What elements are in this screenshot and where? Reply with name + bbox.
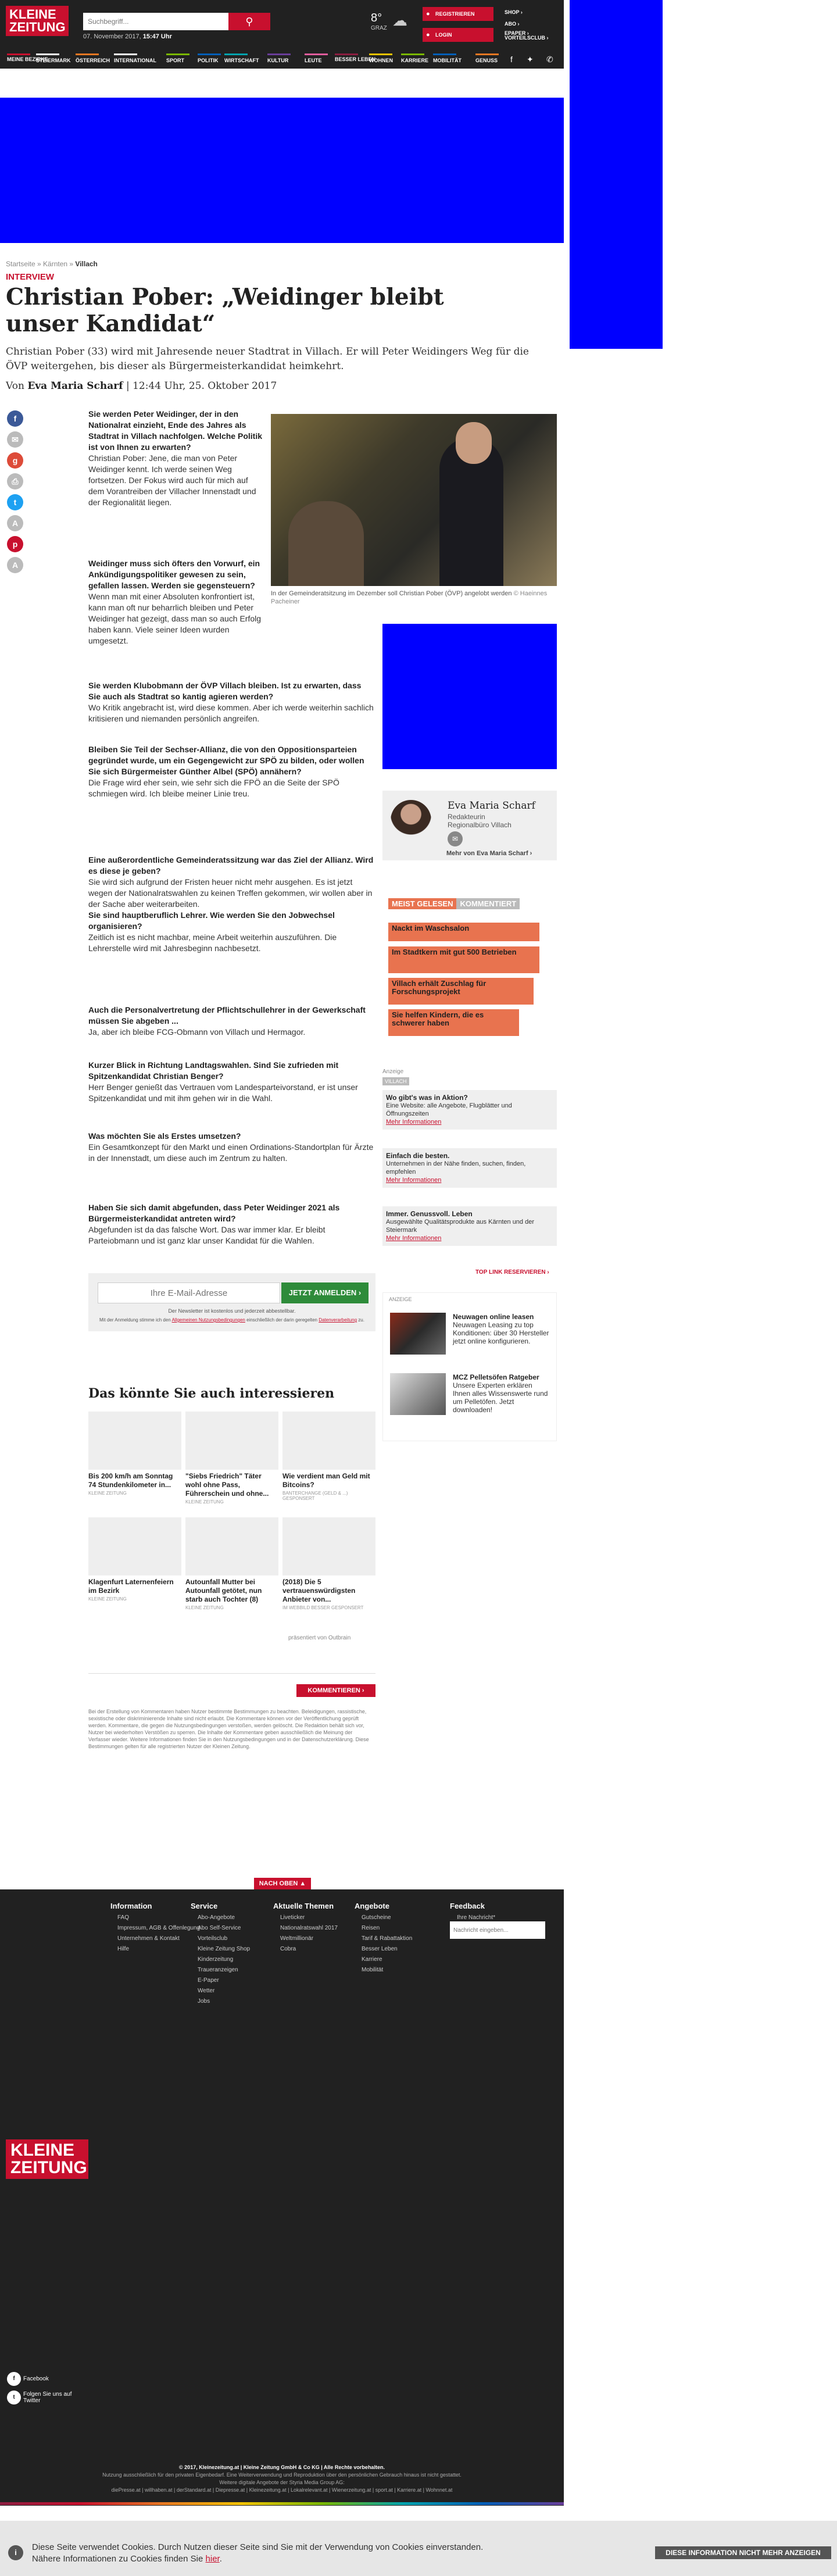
- author-avatar[interactable]: [391, 800, 431, 841]
- classified-ad[interactable]: Einfach die besten. Unternehmen in der Nähe finden, suchen, finden, empfehlen Mehr Informationen: [382, 1148, 557, 1188]
- comment-button[interactable]: KOMMENTIEREN ›: [296, 1684, 375, 1697]
- ad-tag: VILLACH: [382, 1077, 409, 1085]
- interview-question: Sie werden Peter Weidinger, der in den Nationalrat einzieht, Ende des Jahres als Stadtrat in Villach nachfolgen. Welche Politik ist von Ihnen zu erwarten?: [88, 409, 262, 452]
- nav-color-bar: [369, 53, 392, 55]
- nav-color-bar: [166, 53, 189, 55]
- breadcrumb: Startseite » Kärnten » Villach: [6, 260, 98, 268]
- nav-color-bar: [36, 53, 59, 55]
- email-share-icon[interactable]: ✉: [7, 431, 23, 448]
- author-more-link[interactable]: Mehr von Eva Maria Scharf ›: [446, 850, 532, 857]
- nav-item[interactable]: KARRIERE: [401, 58, 429, 63]
- recommendation-tile[interactable]: Wie verdient man Geld mit Bitcoins? BANTERCHANGE (GELD & ...) GESPONSERT: [282, 1412, 375, 1501]
- interview-question: Kurzer Blick in Richtung Landtagswahlen. Sind Sie zufrieden mit Spitzenkandidat Christian Benger?: [88, 1060, 339, 1081]
- photo-caption: In der Gemeinderatsitzung im Dezember soll Christian Pober (ÖVP) angelobt werden © Haeinnes Pacheiner: [271, 590, 548, 605]
- interview-question: Was möchten Sie als Erstes umsetzen?: [88, 1131, 241, 1141]
- logo-line-2: ZEITUNG: [9, 20, 66, 34]
- footer-column: Aktuelle Themen Liveticker Nationalratswahl 2017 Weltmillionär Cobra: [273, 1901, 338, 1955]
- footer-link[interactable]: Tarif & Rabattaktion: [362, 1935, 413, 1942]
- newsletter-email-input[interactable]: [98, 1282, 280, 1303]
- facebook-icon: f: [7, 2372, 21, 2386]
- recommendation-image[interactable]: [282, 1412, 375, 1470]
- googleplus-share-icon[interactable]: g: [7, 452, 23, 469]
- interview-question: Sie werden Klubobmann der ÖVP Villach bleiben. Ist zu erwarten, dass Sie auch als Stadtrat so kantig agieren werden?: [88, 681, 362, 701]
- nav-item[interactable]: LEUTE: [305, 58, 322, 63]
- most-read-item[interactable]: Im Stadtkern mit gut 500 Betrieben: [388, 946, 539, 973]
- recommendation-image[interactable]: [88, 1517, 181, 1575]
- outbrain-credit[interactable]: präsentiert von Outbrain: [288, 1635, 351, 1641]
- interview-answer: Herr Benger genießt das Vertrauen vom Landesparteivorstand, er ist unser Spitzenkandidat und mit ihm gehen wir in die Wahl.: [88, 1082, 358, 1103]
- footer-link[interactable]: Mobilität: [362, 1967, 384, 1973]
- breadcrumb-villach[interactable]: Villach: [75, 260, 98, 268]
- footer-link[interactable]: Kleine Zeitung Shop: [198, 1946, 251, 1952]
- native-ad-text[interactable]: Neuwagen online leasen Neuwagen Leasing zu top Konditionen: über 30 Hersteller jetzt online konfigurieren.: [453, 1313, 549, 1345]
- footer-link[interactable]: Liveticker: [280, 1914, 305, 1921]
- twitter-share-icon[interactable]: t: [7, 494, 23, 510]
- nav-item[interactable]: WIRTSCHAFT: [224, 58, 259, 63]
- footer-link[interactable]: Karriere: [362, 1956, 382, 1963]
- author-link[interactable]: Eva Maria Scharf: [27, 380, 123, 392]
- article-teaser: Christian Pober (33) wird mit Jahresende neuer Stadtrat in Villach. Er will Peter Weidingers Weg für die ÖVP weitergehen, bis dieser als Bürgermeisterkandidat heimkehrt.: [6, 346, 529, 372]
- vorteilsclub-link[interactable]: VORTEILSCLUB ›: [505, 35, 549, 41]
- nav-item[interactable]: WOHNEN: [369, 58, 393, 63]
- site-footer: [0, 1889, 564, 2506]
- footer-column: Information FAQ Impressum, AGB & Offenlegung Unternehmen & Kontakt Hilfe: [110, 1901, 200, 1955]
- font-size-down-icon[interactable]: A: [7, 557, 23, 573]
- recommendation-image[interactable]: [88, 1412, 181, 1470]
- recommendations-title: Das könnte Sie auch interessieren: [88, 1386, 335, 1401]
- footer-column: Feedback Ihre Nachricht*: [450, 1901, 495, 1923]
- interview-question: Bleiben Sie Teil der Sechser-Allianz, die von den Oppositionsparteien gegründet wurde, um ein Gegengewicht zur SPÖ zu bilden, oder wollen Sie sich Bürgermeister Günther Albel (SPÖ) annähern?: [88, 745, 364, 776]
- breadcrumb-kaernten[interactable]: Kärnten: [43, 260, 68, 268]
- interview-question: Eine außerordentliche Gemeinderatssitzung war das Ziel der Allianz. Wird es diese je geben?: [88, 855, 374, 876]
- footer-link: Ihre Nachricht*: [457, 1914, 496, 1921]
- cookie-banner: [0, 2521, 837, 2576]
- ad-label: Anzeige: [382, 1069, 404, 1075]
- lock-icon: ●: [426, 31, 430, 38]
- footer-link[interactable]: Hilfe: [117, 1946, 130, 1952]
- shop-link[interactable]: SHOP ›: [505, 9, 523, 15]
- nav-item[interactable]: ÖSTERREICH: [76, 58, 110, 63]
- footer-column: Service Abo-Angebote Abo Self-Service Vorteilsclub Kleine Zeitung Shop Kinderzeitung Traueranzeigen E-Paper Wetter Jobs: [191, 1901, 250, 2007]
- interview-answer: Abgefunden ist da das falsche Wort. Das war immer klar. Er bleibt Parteiobmann und ist ganz klar unser Kandidat für die Wahlen.: [88, 1225, 326, 1245]
- article-date: | 12:44 Uhr, 25. Oktober 2017: [126, 380, 277, 392]
- recommendation-image[interactable]: [185, 1517, 278, 1575]
- most-read-item[interactable]: Nackt im Waschsalon: [388, 923, 539, 941]
- weather-widget[interactable]: [371, 12, 387, 31]
- footer-link[interactable]: Abo-Angebote: [198, 1914, 235, 1921]
- nav-item[interactable]: MOBILITÄT: [433, 58, 462, 63]
- back-to-top-button[interactable]: NACH OBEN ▲: [254, 1878, 311, 1889]
- interview-answer: Ja, aber ich bleibe FCG-Obmann von Villach und Hermagor.: [88, 1027, 306, 1037]
- nav-color-bar: [267, 53, 291, 55]
- current-date: 07. November 2017, 15:47 Uhr: [83, 33, 172, 40]
- footer-twitter[interactable]: t Folgen Sie uns auf Twitter: [7, 2391, 71, 2404]
- twitter-icon[interactable]: ✦: [527, 55, 534, 64]
- interview-answer: Christian Pober: Jene, die man von Peter Weidinger kennt. Ich werde seinen Weg fortsetzen. Der Fokus wird auch für mich auf dem Vorantreiben der Villacher Innenstadt und der Regionalität liegen.: [88, 453, 256, 507]
- newsletter-terms: Mit der Anmeldung stimme ich den Allgemeinen Nutzungsbedingungen einschließlich der darin geregelten Datenverarbeitung zu.: [99, 1317, 364, 1323]
- register-button[interactable]: ● REGISTRIEREN: [423, 7, 493, 21]
- interview-block: [88, 1060, 375, 1104]
- user-icon: ●: [426, 10, 430, 17]
- interview-block: [88, 680, 375, 724]
- toplink-reserve[interactable]: TOP LINK RESERVIEREN ›: [475, 1269, 549, 1276]
- interview-block: [88, 744, 375, 799]
- newsletter-box: [88, 1273, 375, 1331]
- cookie-info-link[interactable]: hier: [205, 2554, 220, 2564]
- info-icon: i: [8, 2545, 23, 2560]
- ad-skyscraper[interactable]: [570, 0, 663, 349]
- footer-color-bar: [0, 2502, 564, 2505]
- native-ad-text[interactable]: MCZ Pelletsöfen Ratgeber Unsere Experten erklären Ihnen alles Wissenswerte rund um Pelletöfen. Jetzt downloaden!: [453, 1373, 548, 1414]
- nav-color-bar: [198, 53, 221, 55]
- recommendation-tile[interactable]: Klagenfurt Laternenfeiern im Bezirk KLEINE ZEITUNG: [88, 1517, 181, 1602]
- interview-question: Auch die Personalvertretung der Pflichtschullehrer in der Gewerkschaft müssen Sie abgeben ...: [88, 1005, 366, 1026]
- nav-color-bar: [401, 53, 424, 55]
- interview-answer: Wenn man mit einer Absoluten konfrontiert ist, kann man oft nur beharrlich bleiben und Peter Weidinger hat gezeigt, dass man so auch Erfolg haben kann. Viele seiner Ideen wurden umgesetzt.: [88, 592, 262, 645]
- footer-column: Angebote Gutscheine Reisen Tarif & Rabattaktion Besser Leben Karriere Mobilität: [355, 1901, 412, 1975]
- author-name[interactable]: Eva Maria Scharf: [448, 800, 535, 812]
- footer-link[interactable]: Nationalratswahl 2017: [280, 1925, 338, 1931]
- tab-kommentiert[interactable]: KOMMENTIERT: [456, 898, 520, 909]
- newsletter-note: Der Newsletter ist kostenlos und jederzeit abbestellbar.: [168, 1308, 296, 1314]
- feedback-input[interactable]: [450, 1921, 545, 1939]
- footer-link[interactable]: Vorteilsclub: [198, 1935, 228, 1942]
- logo-line-1: KLEINE: [9, 7, 56, 22]
- interview-block: [88, 1202, 375, 1246]
- interview-answer: Die Frage wird eher sein, wie sehr sich die FPÖ an die Seite der SPÖ schmiegen wird. Ich bleibe meiner Linie treu.: [88, 778, 339, 798]
- recommendation-tile[interactable]: (2018) Die 5 vertrauenswürdigsten Anbieter von... IM WEBBILD BESSER GESPONSERT: [282, 1517, 375, 1610]
- weather-city: GRAZ: [371, 25, 387, 31]
- epaper-link[interactable]: EPAPER ›: [505, 30, 529, 36]
- nav-color-bar: [114, 53, 137, 55]
- nav-item[interactable]: KULTUR: [267, 58, 289, 63]
- author-role: Redakteurin Regionalbüro Villach: [448, 813, 512, 829]
- print-icon[interactable]: ⎙: [7, 473, 23, 490]
- nav-color-bar: [335, 53, 358, 55]
- weather-temp: 8°: [371, 12, 382, 24]
- newsletter-submit-button[interactable]: JETZT ANMELDEN ›: [281, 1282, 369, 1303]
- interview-answer: Zeitlich ist es nicht machbar, meine Arbeit weiterhin auszuführen. Die Lehrerstelle wird mit Jahresbeginn nachbesetzt.: [88, 932, 337, 953]
- photo-credit: © Haeinnes Pacheiner: [271, 590, 548, 605]
- current-time: 15:47 Uhr: [142, 33, 172, 40]
- comment-legal-text: Bei der Erstellung von Kommentaren haben Nutzer bestimmte Bestimmungen zu beachten. Beleidigungen, rassistische, sexistische oder diskriminierende Inhalte sind nicht erlaubt. Die Kommentare können vor der Veröffentlichung geprüft werden. Kommentare, die gegen die Nutzungsbedingungen verstoßen, werden gelöscht. Die Redaktion behält sich vor, Nutzer bei wiederholten Verstößen zu sperren. Die Inhalte der Kommentare geben ausschließlich die Meinung der Verfasser wieder. Weitere Informationen finden Sie in den Nutzungsbedingungen und in der Datenschutzerklärung. Diese Bestimmungen gelten für alle registrierten Nutzer der Kleinen Zeitung.: [88, 1709, 369, 1749]
- privacy-link[interactable]: Datenverarbeitung: [319, 1317, 357, 1323]
- more-info-link[interactable]: Mehr Informationen: [386, 1235, 442, 1242]
- interview-block: [88, 558, 263, 646]
- facebook-share-icon[interactable]: f: [7, 410, 23, 427]
- whatsapp-icon[interactable]: ✆: [546, 55, 553, 64]
- footer-link[interactable]: Wetter: [198, 1988, 215, 1994]
- footer-logo[interactable]: KLEINE ZEITUNG: [6, 2139, 88, 2179]
- nav-color-bar: [305, 53, 328, 55]
- more-info-link[interactable]: Mehr Informationen: [386, 1177, 442, 1184]
- most-read-item[interactable]: Sie helfen Kindern, die es schwerer haben: [388, 1009, 519, 1036]
- recommendation-image[interactable]: [185, 1412, 278, 1470]
- most-read-tabs: [388, 898, 520, 909]
- native-ad-image[interactable]: [390, 1313, 446, 1355]
- divider: [88, 1673, 375, 1674]
- terms-link[interactable]: Allgemeinen Nutzungsbedingungen: [171, 1317, 245, 1323]
- nav-color-bar: [475, 53, 499, 55]
- nav-color-bar: [433, 53, 456, 55]
- interview-answer: Sie wird sich aufgrund der Fristen heuer nicht mehr ausgehen. Es ist jetzt wegen der Nationalratswahlen zu keinen Treffen gekommen, wir wollen aber in der Sache aber weiterarbeiten.: [88, 877, 373, 909]
- footer-link[interactable]: Abo Self-Service: [198, 1925, 241, 1931]
- interview-block: [88, 1131, 375, 1164]
- cookie-dismiss-button[interactable]: DIESE INFORMATION NICHT MEHR ANZEIGEN: [655, 2546, 831, 2559]
- nav-color-bar: [224, 53, 248, 55]
- footer-link[interactable]: E-Paper: [198, 1977, 219, 1984]
- interview-question: Haben Sie sich damit abgefunden, dass Peter Weidinger 2021 als Bürgermeisterkandidat antreten wird?: [88, 1203, 340, 1223]
- recommendation-tile[interactable]: "Siebs Friedrich" Täter wohl ohne Pass, Führerschein und ohne... KLEINE ZEITUNG: [185, 1412, 278, 1505]
- abo-link[interactable]: ABO ›: [505, 21, 520, 27]
- nav-color-bar: [7, 53, 30, 55]
- site-header: [0, 0, 564, 69]
- article-photo[interactable]: [271, 414, 557, 586]
- native-ad-box: [382, 1292, 557, 1441]
- nav-color-bar: [76, 53, 99, 55]
- article-byline: Von Eva Maria Scharf | 12:44 Uhr, 25. Oktober 2017: [6, 380, 277, 392]
- interview-question: Sie sind hauptberuflich Lehrer. Wie werden Sie den Jobwechsel organisieren?: [88, 910, 335, 931]
- twitter-icon: t: [7, 2391, 21, 2404]
- footer-link[interactable]: Jobs: [198, 1998, 210, 2005]
- breadcrumb-home[interactable]: Startseite: [6, 260, 35, 268]
- cloud-icon: ☁: [392, 12, 407, 29]
- footer-link[interactable]: Impressum, AGB & Offenlegung: [117, 1925, 201, 1931]
- login-button[interactable]: ● LOGIN: [423, 28, 493, 42]
- interview-answer: Wo Kritik angebracht ist, wird diese kommen. Aber ich werde weiterhin sachlich kritisieren und niemanden persönlich angreifen.: [88, 703, 374, 723]
- footer-link[interactable]: Weltmillionär: [280, 1935, 314, 1942]
- font-size-up-icon[interactable]: A: [7, 515, 23, 531]
- classified-ad[interactable]: Wo gibt's was in Aktion? Eine Website: alle Angebote, Flugblätter und Öffnungszeiten Mehr Informationen: [382, 1090, 557, 1130]
- article-title: Christian Pober: „Weidinger bleibt unser Kandidat“: [6, 284, 444, 337]
- footer-copyright: © 2017, Kleinezeitung.at | Kleine Zeitung GmbH & Co KG | Alle Rechte vorbehalten. Nutzung ausschließlich für den privaten Eigenbedarf. Eine Weiterverwendung und Reproduktion über den persönlichen Gebrauch hinaus ist nicht gestattet. Weitere digitale Angebote der Styria Media Group AG: diePresse.at | willhaben.at | derStandard.at | Diepresse.at | Kleinezeitung.at | Lokalrelevant.at | Wienerzeitung.at | sport.at | Karriere.at | Wohnnet.at: [102, 2464, 462, 2493]
- main-nav: [0, 52, 564, 69]
- nav-item[interactable]: MEINE BEZIRKE: [7, 56, 48, 62]
- footer-link[interactable]: Kinderzeitung: [198, 1956, 234, 1963]
- site-logo[interactable]: [6, 6, 69, 36]
- pinterest-share-icon[interactable]: p: [7, 536, 23, 552]
- tab-meist-gelesen[interactable]: MEIST GELESEN: [388, 898, 456, 909]
- recommendation-tile[interactable]: Bis 200 km/h am Sonntag 74 Stundenkilometer in... KLEINE ZEITUNG: [88, 1412, 181, 1496]
- interview-question: Weidinger muss sich öfters den Vorwurf, ein Ankündigungspolitiker gewesen zu sein, gefallen lassen. Werden sie gegensteuern?: [88, 559, 260, 590]
- search-icon: ⚲: [245, 16, 253, 27]
- nav-item[interactable]: BESSER LEBEN: [335, 56, 376, 62]
- recommendation-tile[interactable]: Autounfall Mutter bei Autounfall getötet, nun starb auch Tochter (8) KLEINE ZEITUNG: [185, 1517, 278, 1610]
- recommendation-image[interactable]: [282, 1517, 375, 1575]
- footer-link[interactable]: Traueranzeigen: [198, 1967, 238, 1973]
- footer-link[interactable]: Reisen: [362, 1925, 380, 1931]
- share-bar: [7, 410, 23, 578]
- footer-link[interactable]: Unternehmen & Kontakt: [117, 1935, 180, 1942]
- nav-item[interactable]: POLITIK: [198, 58, 219, 63]
- nav-item[interactable]: INTERNATIONAL: [114, 58, 156, 63]
- most-read-item[interactable]: Villach erhält Zuschlag für Forschungsprojekt: [388, 978, 534, 1005]
- ad-banner-top[interactable]: [0, 98, 564, 243]
- native-ad-image[interactable]: [390, 1373, 446, 1415]
- more-info-link[interactable]: Mehr Informationen: [386, 1119, 442, 1126]
- native-ad-label: ANZEIGE: [389, 1296, 412, 1302]
- nav-item[interactable]: SPORT: [166, 58, 185, 63]
- search-input[interactable]: [83, 13, 228, 30]
- search-button[interactable]: [228, 13, 270, 30]
- footer-link[interactable]: Besser Leben: [362, 1946, 398, 1952]
- interview-block: [88, 910, 375, 954]
- interview-block: [88, 409, 263, 508]
- footer-link[interactable]: Gutscheine: [362, 1914, 391, 1921]
- interview-block: [88, 1005, 375, 1038]
- footer-facebook[interactable]: f Facebook: [7, 2372, 49, 2386]
- interview-block: [88, 855, 375, 910]
- mail-icon[interactable]: ✉: [448, 831, 463, 846]
- nav-item[interactable]: GENUSS: [475, 58, 498, 63]
- interview-answer: Ein Gesamtkonzept für den Markt und einen Ordinations-Standortplan für Ärzte in der Innenstadt, um diese auch im Zentrum zu halten.: [88, 1142, 374, 1163]
- article-kicker: INTERVIEW: [6, 272, 55, 282]
- author-box: [382, 791, 557, 860]
- ad-rectangle[interactable]: [382, 624, 557, 769]
- nav-item[interactable]: STEIERMARK: [36, 58, 71, 63]
- cookie-text: Diese Seite verwendet Cookies. Durch Nutzen dieser Seite sind Sie mit der Verwendung von Cookies einverstanden. Nähere Informationen zu Cookies finden Sie hier.: [32, 2542, 484, 2564]
- footer-link[interactable]: Cobra: [280, 1946, 296, 1952]
- facebook-icon[interactable]: f: [510, 55, 513, 64]
- footer-link[interactable]: FAQ: [117, 1914, 130, 1921]
- classified-ad[interactable]: Immer. Genussvoll. Leben Ausgewählte Qualitätsprodukte aus Kärnten und der Steiermark Mehr Informationen: [382, 1206, 557, 1246]
